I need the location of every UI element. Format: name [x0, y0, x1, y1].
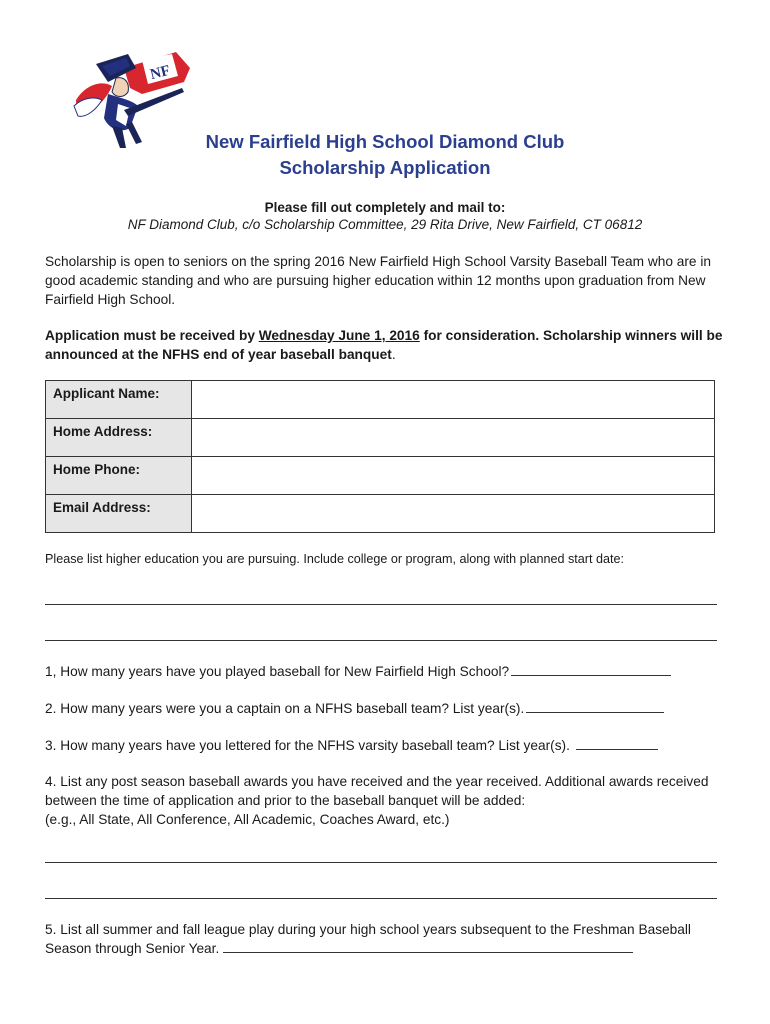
- question-1-text: 1, How many years have you played baseball for New Fairfield High School?: [45, 664, 510, 679]
- table-row: [46, 495, 715, 533]
- question-4-text: 4. List any post season baseball awards you have received and the year received. Additional awards received between the time of application and prior to the baseball banquet will be added:: [45, 774, 709, 808]
- question-3-text: 3. How many years have you lettered for the NFHS varsity baseball team? List year(s).: [45, 738, 570, 753]
- question-5: [45, 920, 725, 958]
- home-address-label: Home Address:: [46, 419, 192, 457]
- awards-answer-line[interactable]: [45, 898, 717, 899]
- question-3-answer-blank[interactable]: [576, 736, 658, 750]
- deadline-text-end: .: [391, 347, 396, 362]
- deadline-text-after: for consideration. Scholarship winners will be announced at the NFHS end of year baseball banquet: [45, 328, 723, 362]
- question-1: [45, 662, 725, 681]
- home-phone-label: Home Phone:: [46, 457, 192, 495]
- logo-letters: NF: [148, 62, 172, 84]
- table-row: [46, 381, 715, 419]
- applicant-name-field[interactable]: [192, 381, 715, 419]
- deadline-text-before: Application must be received by: [45, 328, 259, 343]
- question-5-answer-blank[interactable]: [223, 939, 633, 953]
- deadline-paragraph: [45, 326, 735, 364]
- awards-answer-line[interactable]: [45, 862, 717, 863]
- question-2: [45, 699, 725, 718]
- home-address-field[interactable]: [192, 419, 715, 457]
- question-4-examples: (e.g., All State, All Conference, All Academic, Coaches Award, etc.): [45, 812, 450, 827]
- mail-heading: Please fill out completely and mail to:: [264, 200, 506, 215]
- home-phone-field[interactable]: [192, 457, 715, 495]
- applicant-name-label: Applicant Name:: [46, 381, 192, 419]
- education-answer-line[interactable]: [45, 640, 717, 641]
- question-2-text: 2. How many years were you a captain on a NFHS baseball team? List year(s).: [45, 701, 525, 716]
- form-title-line1: New Fairfield High School Diamond Club: [205, 131, 565, 152]
- applicant-info-table: [45, 380, 715, 533]
- email-address-field[interactable]: [192, 495, 715, 533]
- table-row: [46, 419, 715, 457]
- table-row: [46, 457, 715, 495]
- education-instruction: Please list higher education you are pursuing. Include college or program, along with planned start date:: [45, 552, 624, 566]
- question-5-text: 5. List all summer and fall league play during your high school years subsequent to the Freshman Baseball Season through Senior Year.: [45, 922, 691, 956]
- deadline-date: Wednesday June 1, 2016: [258, 328, 420, 343]
- question-2-answer-blank[interactable]: [526, 699, 664, 713]
- mail-address: NF Diamond Club, c/o Scholarship Committee, 29 Rita Drive, New Fairfield, CT 06812: [127, 217, 643, 232]
- question-3: [45, 736, 725, 755]
- email-address-label: Email Address:: [46, 495, 192, 533]
- question-1-answer-blank[interactable]: [511, 662, 671, 676]
- question-4: [45, 772, 725, 829]
- eligibility-paragraph: Scholarship is open to seniors on the spring 2016 New Fairfield High School Varsity Baseball Team who are in good academic standing and who are pursuing higher education within 12 months upon graduation from New Fairfield High School.: [45, 254, 711, 307]
- education-answer-line[interactable]: [45, 604, 717, 605]
- form-title-line2: Scholarship Application: [279, 157, 491, 178]
